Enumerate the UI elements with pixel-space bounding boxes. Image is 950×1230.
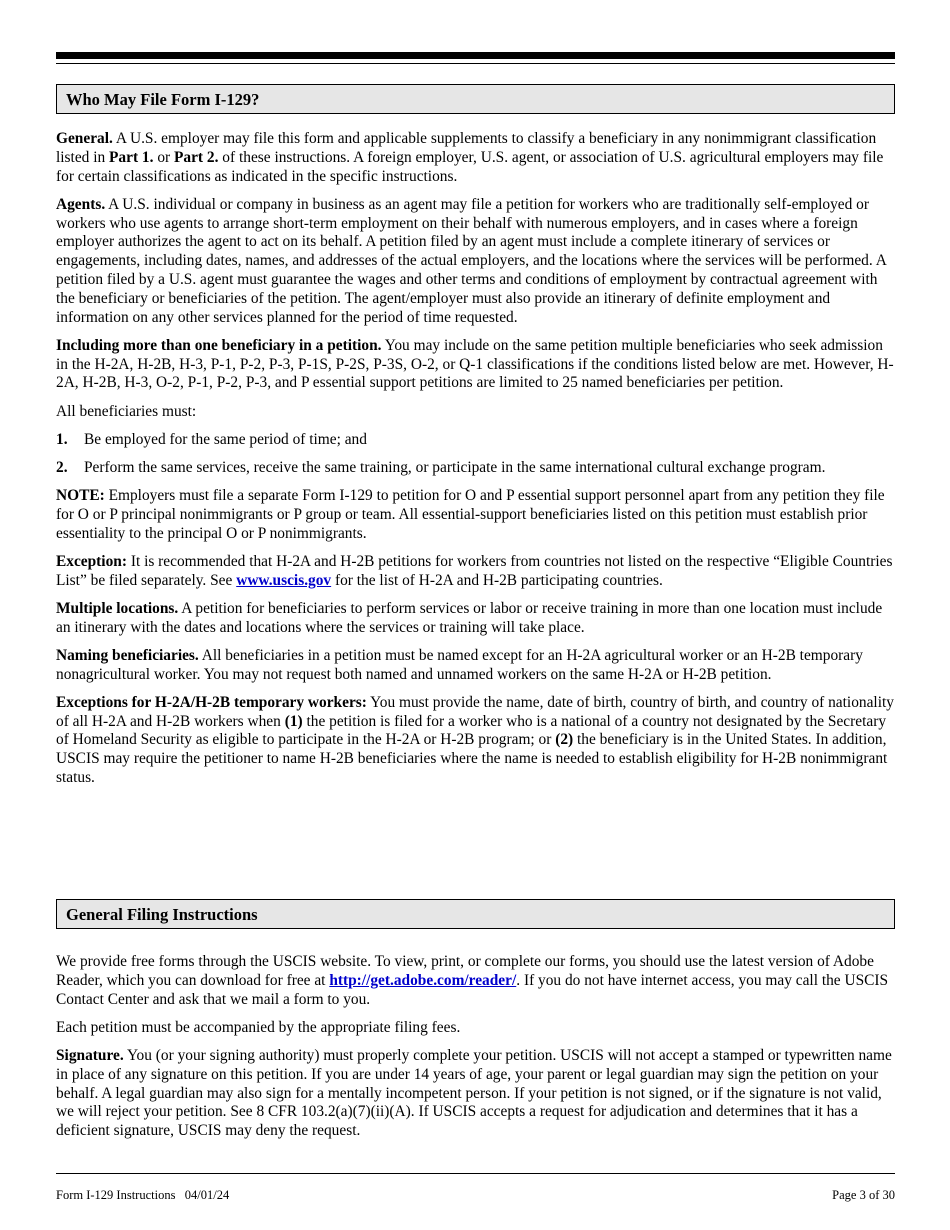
label-locations: Multiple locations. [56, 599, 179, 617]
section-header-who-may-file: Who May File Form I-129? [56, 84, 895, 114]
text: All beneficiaries in a petition must be named except for an H-2A agricultural worker or an H-2B temporary nonagricultural worker. You may not request both named and unnamed workers on the same H-2A or H-2B petition. [56, 646, 863, 683]
text: You must provide the name, date of birth, country of birth, and country of nationality of all H-2A and H-2B workers when [56, 693, 894, 730]
text: Employers must file a separate Form I-129 to petition for O and P essential support personnel apart from any petition they file for O or P principal nonimmigrants or P group or team. All essential-support beneficiaries listed on this petition must establish prior essentiality to the principal O or P nonimmigrants. [56, 487, 885, 542]
footer-rule [56, 1173, 895, 1174]
paragraph-free-forms [56, 953, 895, 1009]
adobe-reader-link[interactable]: http://get.adobe.com/reader/ [329, 971, 517, 989]
paragraph-signature [56, 1047, 895, 1141]
paragraph-agents [56, 196, 895, 328]
label-h2: Exceptions for H-2A/H-2B temporary workers: [56, 693, 367, 711]
list-item-1 [56, 431, 895, 450]
bold-1: (1) [284, 712, 303, 730]
list-number: 2. [56, 458, 68, 476]
bold-2: (2) [555, 731, 574, 749]
section-who-may-file-body [56, 130, 895, 797]
bold-part1: Part 1. [109, 148, 154, 166]
paragraph-h2-exceptions [56, 694, 895, 788]
text: You may include on the same petition multiple beneficiaries who seek admission in the H-2A, H-2B, H-3, P-1, P-2, P-3, P-1S, P-2S, P-3S, O-2, or Q-1 classifications if the conditions listed below are met. However, H-2A, H-2B, H-3, O-2, P-1, P-2, P-3, and P essential support petitions are limited to 25 named beneficiaries per petition. [56, 336, 894, 392]
text: A U.S. individual or company in business as an agent may file a petition for workers who are traditionally self-employed or workers who use agents to arrange short-term employment on their behalf with numerous employers, and in cases where a foreign employer authorizes the agent to act on its behalf. A petition filed by an agent must include a complete itinerary of services or engagements, including dates, names, and addresses of the actual employers, and the locations where the services will be performed. A petition filed by a U.S. agent must guarantee the wages and other terms and conditions of employment by contractual agreement with the beneficiary or beneficiaries of the petition. The agent/employer must also provide an itinerary of definite employment and information on any other services planned for the period of time requested. [56, 195, 886, 326]
label-note: NOTE: [56, 487, 105, 505]
text: of these instructions. A foreign employer, U.S. agent, or association of U.S. agricultural employers may file for certain classifications as indicated in the specific instructions. [56, 148, 884, 185]
label-signature: Signature. [56, 1046, 124, 1064]
paragraph-general [56, 130, 895, 186]
paragraph-filing-fees: Each petition must be accompanied by the appropriate filing fees. [56, 1018, 461, 1036]
paragraph-all-must: All beneficiaries must: [56, 402, 197, 420]
text: . If you do not have internet access, you may call the USCIS Contact Center and ask that we mail a form to you. [56, 971, 889, 1008]
text: We provide free forms through the USCIS website. To view, print, or complete our forms, you should use the latest version of Adobe Reader, which you can download for free at [56, 953, 874, 989]
paragraph-note [56, 487, 895, 543]
text: or [153, 148, 174, 166]
text: the petition is filed for a worker who is a national of a country not designated by the Secretary of Homeland Security as eligible to participate in the H-2A or H-2B program; or [56, 712, 887, 749]
text: You (or your signing authority) must properly complete your petition. USCIS will not accept a stamped or typewritten name in place of any signature on this petition. If you are under 14 years of age, your parent or legal guardian may sign the petition on your behalf. A legal guardian may also sign for a mentally incompetent person. If your petition is not signed, or if the signature is not valid, we will reject your petition. See 8 CFR 103.2(a)(7)(ii)(A). If USCIS accepts a request for adjudication and determines that it has a deficient signature, USCIS may deny the request. [56, 1046, 892, 1140]
label-multiple: Including more than one beneficiary in a petition. [56, 336, 382, 354]
top-thick-rule [56, 52, 895, 59]
list-item-2 [56, 459, 895, 478]
text: for the list of H-2A and H-2B participating countries. [331, 571, 663, 589]
label-exception: Exception: [56, 552, 127, 570]
label-general: General. [56, 130, 113, 147]
text: A petition for beneficiaries to perform services or labor or receive training in more than one location must include an itinerary with the dates and locations where the services or training will take place. [56, 599, 883, 636]
list-number: 1. [56, 430, 68, 448]
footer-page-number: Page 3 of 30 [832, 1188, 895, 1202]
footer-form-id: Form I-129 Instructions 04/01/24 [56, 1188, 230, 1202]
top-thin-rule [56, 63, 895, 64]
paragraph-multiple-locations [56, 600, 895, 638]
paragraph-exception [56, 553, 895, 591]
section-general-filing-body [56, 953, 895, 1150]
text: A U.S. employer may file this form and applicable supplements to classify a beneficiary in any nonimmigrant classification listed in [56, 130, 877, 166]
label-naming: Naming beneficiaries. [56, 646, 199, 664]
paragraph-multiple-beneficiaries [56, 337, 895, 393]
section-header-general-filing: General Filing Instructions [56, 899, 895, 929]
text: the beneficiary is in the United States. In addition, USCIS may require the petitioner to name H-2B beneficiaries where the name is needed to establish eligibility for H-2B nonimmigrant status. [56, 731, 888, 787]
list-text: Be employed for the same period of time; and [84, 430, 367, 448]
list-text: Perform the same services, receive the same training, or participate in the same international cultural exchange program. [84, 458, 826, 476]
bold-part2: Part 2. [174, 148, 219, 166]
uscis-link[interactable]: www.uscis.gov [236, 571, 332, 589]
paragraph-naming [56, 647, 895, 685]
label-agents: Agents. [56, 195, 106, 213]
text: It is recommended that H-2A and H-2B petitions for workers from countries not listed on the respective “Eligible Countries List” be filed separately. See [56, 552, 893, 589]
